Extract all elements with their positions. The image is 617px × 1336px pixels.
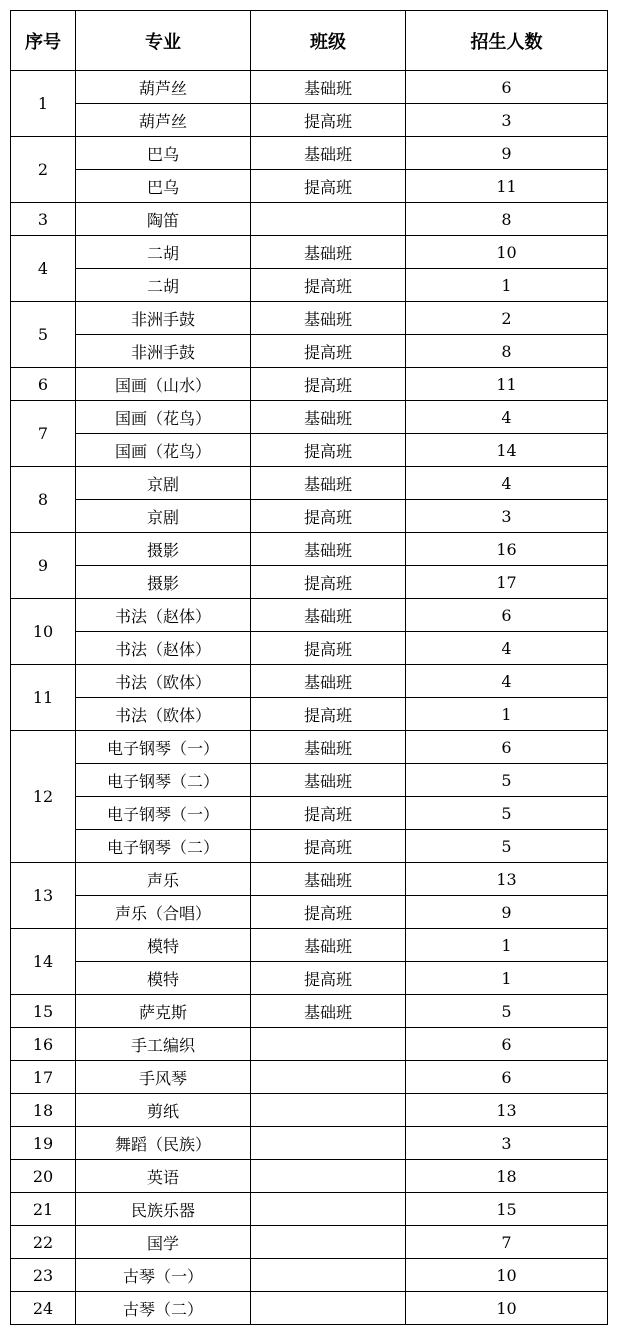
- cell-class-level: 提高班: [251, 632, 406, 665]
- cell-class-level: 基础班: [251, 71, 406, 104]
- table-row: [11, 302, 608, 335]
- cell-major: 国画（花鸟）: [76, 401, 251, 434]
- header-enrollment: 招生人数: [406, 11, 608, 71]
- cell-major: 英语: [76, 1160, 251, 1193]
- cell-class-level: 提高班: [251, 500, 406, 533]
- cell-enrollment: 18: [406, 1160, 608, 1193]
- cell-class-level: [251, 1094, 406, 1127]
- table-row: [11, 269, 608, 302]
- cell-index: 7: [11, 401, 76, 467]
- cell-class-level: [251, 1028, 406, 1061]
- cell-major: 巴乌: [76, 137, 251, 170]
- cell-major: 萨克斯: [76, 995, 251, 1028]
- table-row: [11, 1193, 608, 1226]
- table-row: [11, 533, 608, 566]
- cell-index: 22: [11, 1226, 76, 1259]
- table-row: [11, 1259, 608, 1292]
- cell-index: 2: [11, 137, 76, 203]
- table-row: [11, 863, 608, 896]
- table-row: [11, 203, 608, 236]
- cell-major: 电子钢琴（二）: [76, 764, 251, 797]
- cell-enrollment: 3: [406, 104, 608, 137]
- cell-major: 京剧: [76, 500, 251, 533]
- cell-enrollment: 4: [406, 467, 608, 500]
- table-row: [11, 731, 608, 764]
- cell-class-level: 提高班: [251, 368, 406, 401]
- table-row: [11, 962, 608, 995]
- cell-index: 23: [11, 1259, 76, 1292]
- cell-enrollment: 5: [406, 830, 608, 863]
- cell-class-level: 基础班: [251, 665, 406, 698]
- cell-major: 非洲手鼓: [76, 335, 251, 368]
- cell-major: 电子钢琴（一）: [76, 731, 251, 764]
- cell-enrollment: 3: [406, 500, 608, 533]
- table-row: [11, 566, 608, 599]
- table-row: [11, 104, 608, 137]
- cell-enrollment: 7: [406, 1226, 608, 1259]
- cell-major: 手工编织: [76, 1028, 251, 1061]
- cell-major: 二胡: [76, 236, 251, 269]
- cell-major: 声乐（合唱）: [76, 896, 251, 929]
- cell-enrollment: 15: [406, 1193, 608, 1226]
- cell-class-level: [251, 203, 406, 236]
- cell-class-level: [251, 1226, 406, 1259]
- cell-index: 10: [11, 599, 76, 665]
- cell-enrollment: 1: [406, 962, 608, 995]
- cell-major: 国画（花鸟）: [76, 434, 251, 467]
- cell-major: 摄影: [76, 533, 251, 566]
- cell-enrollment: 5: [406, 764, 608, 797]
- cell-index: 17: [11, 1061, 76, 1094]
- header-row: [11, 11, 608, 71]
- cell-index: 3: [11, 203, 76, 236]
- cell-class-level: 基础班: [251, 401, 406, 434]
- cell-enrollment: 1: [406, 929, 608, 962]
- table-row: [11, 467, 608, 500]
- header-major: 专业: [76, 11, 251, 71]
- cell-index: 12: [11, 731, 76, 863]
- cell-enrollment: 13: [406, 1094, 608, 1127]
- cell-class-level: 基础班: [251, 137, 406, 170]
- table-row: [11, 632, 608, 665]
- cell-index: 5: [11, 302, 76, 368]
- cell-enrollment: 4: [406, 401, 608, 434]
- cell-class-level: 提高班: [251, 698, 406, 731]
- cell-class-level: 基础班: [251, 599, 406, 632]
- cell-index: 6: [11, 368, 76, 401]
- table-row: [11, 1061, 608, 1094]
- table-row: [11, 1160, 608, 1193]
- cell-class-level: 提高班: [251, 104, 406, 137]
- cell-enrollment: 9: [406, 137, 608, 170]
- header-class-level: 班级: [251, 11, 406, 71]
- cell-major: 古琴（二）: [76, 1292, 251, 1325]
- cell-class-level: 基础班: [251, 533, 406, 566]
- table-row: [11, 368, 608, 401]
- cell-major: 国画（山水）: [76, 368, 251, 401]
- cell-enrollment: 10: [406, 1292, 608, 1325]
- cell-class-level: 基础班: [251, 764, 406, 797]
- cell-index: 1: [11, 71, 76, 137]
- cell-class-level: [251, 1160, 406, 1193]
- table-row: [11, 137, 608, 170]
- cell-enrollment: 2: [406, 302, 608, 335]
- table-row: [11, 797, 608, 830]
- cell-major: 书法（欧体）: [76, 665, 251, 698]
- table-row: [11, 599, 608, 632]
- cell-enrollment: 17: [406, 566, 608, 599]
- cell-index: 20: [11, 1160, 76, 1193]
- cell-class-level: 基础班: [251, 863, 406, 896]
- table-row: [11, 698, 608, 731]
- cell-index: 18: [11, 1094, 76, 1127]
- cell-index: 13: [11, 863, 76, 929]
- cell-major: 非洲手鼓: [76, 302, 251, 335]
- cell-index: 9: [11, 533, 76, 599]
- cell-class-level: [251, 1292, 406, 1325]
- cell-major: 巴乌: [76, 170, 251, 203]
- cell-enrollment: 4: [406, 665, 608, 698]
- cell-class-level: 基础班: [251, 467, 406, 500]
- cell-enrollment: 16: [406, 533, 608, 566]
- cell-class-level: [251, 1061, 406, 1094]
- cell-class-level: 提高班: [251, 566, 406, 599]
- cell-enrollment: 4: [406, 632, 608, 665]
- cell-enrollment: 6: [406, 599, 608, 632]
- cell-enrollment: 11: [406, 368, 608, 401]
- cell-enrollment: 6: [406, 1061, 608, 1094]
- table-row: [11, 929, 608, 962]
- cell-enrollment: 13: [406, 863, 608, 896]
- cell-major: 二胡: [76, 269, 251, 302]
- table-row: [11, 236, 608, 269]
- cell-enrollment: 1: [406, 698, 608, 731]
- table-row: [11, 1226, 608, 1259]
- cell-major: 电子钢琴（一）: [76, 797, 251, 830]
- cell-major: 舞蹈（民族）: [76, 1127, 251, 1160]
- cell-major: 葫芦丝: [76, 71, 251, 104]
- cell-enrollment: 1: [406, 269, 608, 302]
- cell-major: 电子钢琴（二）: [76, 830, 251, 863]
- cell-major: 摄影: [76, 566, 251, 599]
- cell-class-level: 提高班: [251, 830, 406, 863]
- cell-class-level: 提高班: [251, 434, 406, 467]
- cell-class-level: 提高班: [251, 269, 406, 302]
- table-row: [11, 995, 608, 1028]
- cell-enrollment: 8: [406, 335, 608, 368]
- cell-major: 书法（赵体）: [76, 599, 251, 632]
- cell-enrollment: 6: [406, 1028, 608, 1061]
- table-row: [11, 170, 608, 203]
- cell-enrollment: 6: [406, 71, 608, 104]
- cell-major: 声乐: [76, 863, 251, 896]
- cell-major: 京剧: [76, 467, 251, 500]
- cell-index: 21: [11, 1193, 76, 1226]
- table-row: [11, 764, 608, 797]
- cell-class-level: 基础班: [251, 731, 406, 764]
- table-row: [11, 71, 608, 104]
- cell-enrollment: 3: [406, 1127, 608, 1160]
- cell-enrollment: 10: [406, 236, 608, 269]
- cell-index: 8: [11, 467, 76, 533]
- cell-index: 4: [11, 236, 76, 302]
- cell-index: 14: [11, 929, 76, 995]
- cell-major: 国学: [76, 1226, 251, 1259]
- cell-index: 11: [11, 665, 76, 731]
- cell-major: 葫芦丝: [76, 104, 251, 137]
- cell-class-level: 提高班: [251, 335, 406, 368]
- cell-index: 16: [11, 1028, 76, 1061]
- cell-class-level: 提高班: [251, 962, 406, 995]
- cell-enrollment: 6: [406, 731, 608, 764]
- cell-index: 19: [11, 1127, 76, 1160]
- cell-major: 民族乐器: [76, 1193, 251, 1226]
- cell-enrollment: 5: [406, 995, 608, 1028]
- cell-class-level: 基础班: [251, 236, 406, 269]
- cell-major: 模特: [76, 962, 251, 995]
- table-body: [11, 71, 608, 1325]
- cell-class-level: 基础班: [251, 995, 406, 1028]
- cell-enrollment: 10: [406, 1259, 608, 1292]
- cell-enrollment: 14: [406, 434, 608, 467]
- table-row: [11, 1094, 608, 1127]
- table-row: [11, 665, 608, 698]
- cell-class-level: 基础班: [251, 929, 406, 962]
- cell-major: 模特: [76, 929, 251, 962]
- cell-enrollment: 9: [406, 896, 608, 929]
- cell-class-level: 提高班: [251, 797, 406, 830]
- cell-major: 书法（赵体）: [76, 632, 251, 665]
- cell-index: 15: [11, 995, 76, 1028]
- cell-major: 陶笛: [76, 203, 251, 236]
- cell-major: 书法（欧体）: [76, 698, 251, 731]
- cell-major: 古琴（一）: [76, 1259, 251, 1292]
- table-row: [11, 401, 608, 434]
- table-row: [11, 1127, 608, 1160]
- cell-enrollment: 5: [406, 797, 608, 830]
- table-row: [11, 335, 608, 368]
- table-row: [11, 500, 608, 533]
- cell-class-level: 提高班: [251, 896, 406, 929]
- cell-index: 24: [11, 1292, 76, 1325]
- table-row: [11, 1028, 608, 1061]
- cell-major: 剪纸: [76, 1094, 251, 1127]
- cell-class-level: 基础班: [251, 302, 406, 335]
- cell-enrollment: 11: [406, 170, 608, 203]
- enrollment-table: [10, 10, 608, 1325]
- cell-class-level: [251, 1193, 406, 1226]
- cell-class-level: [251, 1259, 406, 1292]
- cell-class-level: 提高班: [251, 170, 406, 203]
- table-row: [11, 830, 608, 863]
- table-row: [11, 896, 608, 929]
- header-index: 序号: [11, 11, 76, 71]
- table-row: [11, 434, 608, 467]
- cell-class-level: [251, 1127, 406, 1160]
- table-row: [11, 1292, 608, 1325]
- cell-enrollment: 8: [406, 203, 608, 236]
- cell-major: 手风琴: [76, 1061, 251, 1094]
